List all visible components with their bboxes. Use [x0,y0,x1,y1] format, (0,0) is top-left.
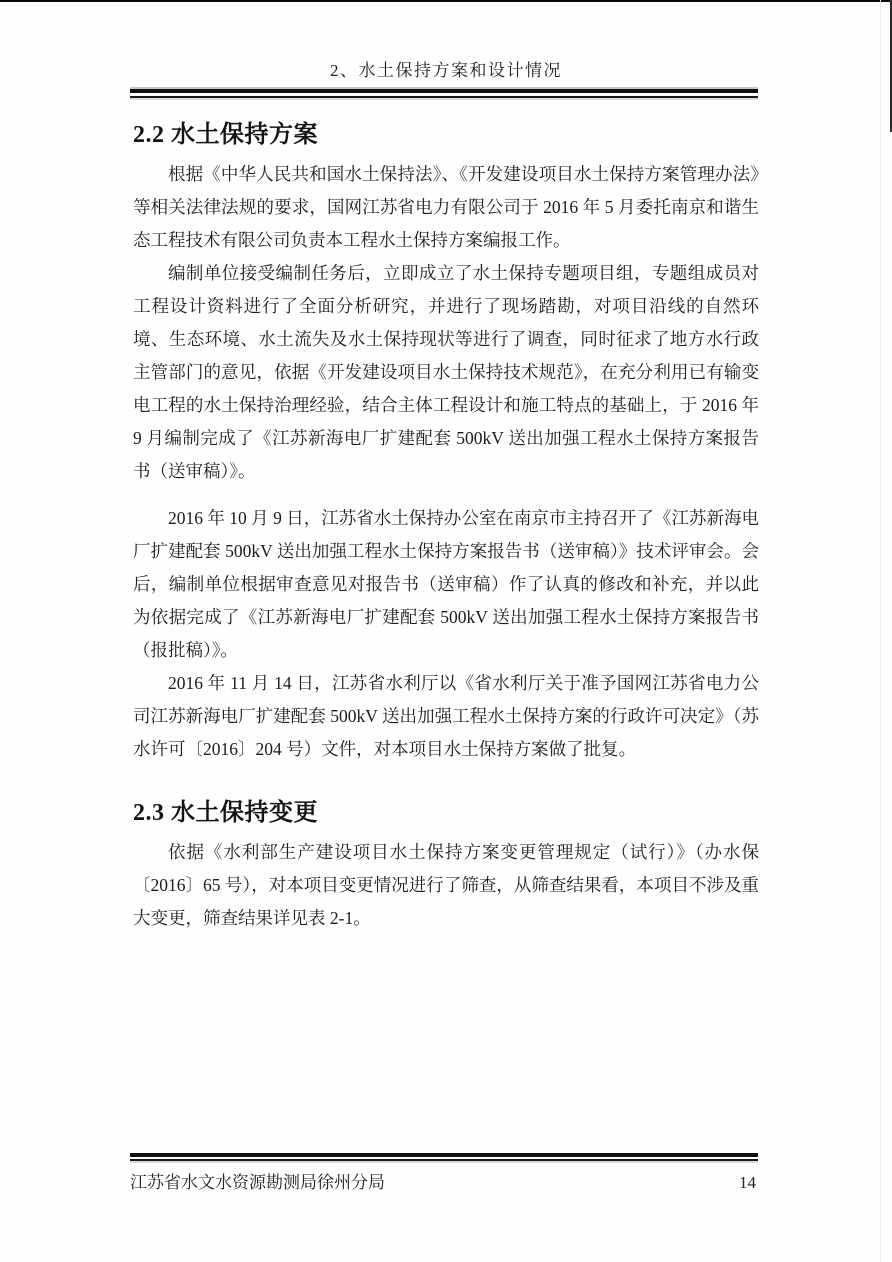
running-header [0,0,892,98]
page-number: 14 [739,1173,756,1192]
paragraph-legal-basis: 根据《中华人民共和国水土保持法》、《开发建设项目水土保持方案管理办法》等相关法律法规的要求，国网江苏省电力有限公司于 2016 年 5 月委托南京和谐生态工程技术有限公司负责本工程水土保持方案编报工作。 [133,164,759,250]
document-body [133,114,759,935]
paragraph-plan-compilation: 编制单位接受编制任务后，立即成立了水土保持专题项目组，专题组成员对工程设计资料进行了全面分析研究，并进行了现场踏勘，对项目沿线的自然环境、生态环境、水土流失及水土保持现状等进行了调查，同时征求了地方水行政主管部门的意见，依据《开发建设项目水土保持技术规范》，在充分利用已有输变电工程的水土保持治理经验，结合主体工程设计和施工特点的基础上，于 2016 年 9 月编制完成了《江苏新海电厂扩建配套 500kV 送出加强工程水土保持方案报告书（送审稿）》。 [133,263,759,481]
paragraph-change-screening: 依据《水利部生产建设项目水土保持方案变更管理规定（试行）》（办水保〔2016〕65 号），对本项目变更情况进行了筛查，从筛查结果看，本项目不涉及重大变更，筛查结果详见表 2-1。 [133,842,759,928]
scan-artifact-right-faint-line [880,0,881,1262]
footer-organization: 江苏省水文水资源勘测局徐州分局 [130,1173,385,1192]
section-heading-2-2: 2.2 水土保持方案 [133,122,318,148]
running-header-title: 2、水土保持方案和设计情况 [330,61,562,80]
page-footer [130,1153,758,1193]
scan-artifact-top-edge [0,0,892,2]
header-rule [130,89,758,98]
paragraph-review-meeting: 2016 年 10 月 9 日，江苏省水土保持办公室在南京市主持召开了《江苏新海电厂扩建配套 500kV 送出加强工程水土保持方案报告书（送审稿）》技术评审会。会后，编制单位根据审查意见对报告书（送审稿）作了认真的修改和补充，并以此为依据完成了《江苏新海电厂扩建配套 500kV 送出加强工程水土保持方案报告书（报批稿）》。 [133,508,759,660]
section-heading-2-3: 2.3 水土保持变更 [133,800,318,826]
footer-rule [130,1153,758,1161]
footer-row [130,1168,758,1193]
paragraph-approval: 2016 年 11 月 14 日，江苏省水利厅以《省水利厅关于准予国网江苏省电力公司江苏新海电厂扩建配套 500kV 送出加强工程水土保持方案的行政许可决定》（苏水许可〔2016〕204 号）文件，对本项目水土保持方案做了批复。 [133,673,759,759]
